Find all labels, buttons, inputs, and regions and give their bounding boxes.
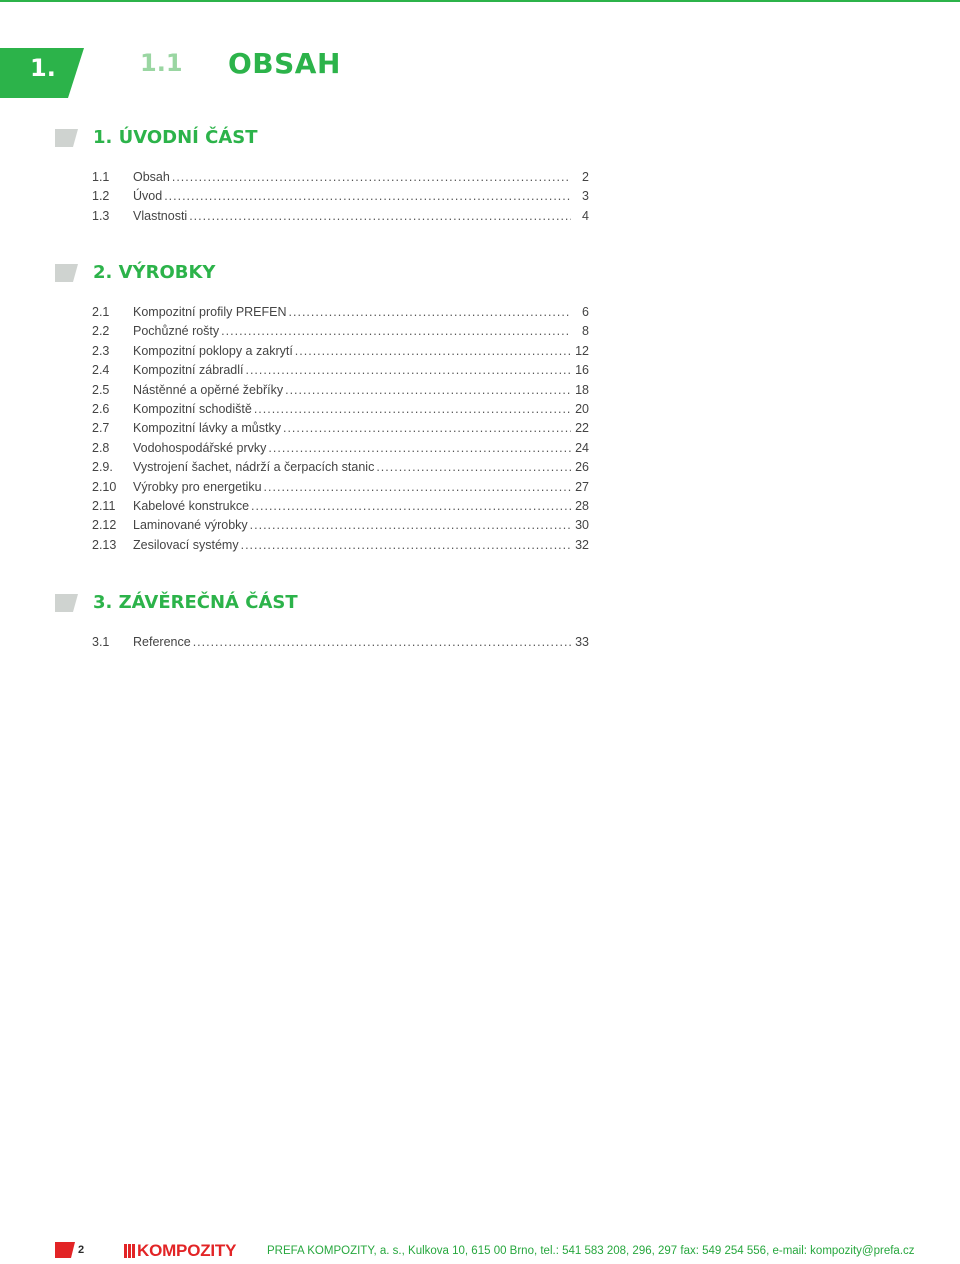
toc-number: 2.4 xyxy=(92,363,110,378)
toc-label: Úvod xyxy=(133,189,163,204)
toc-leader xyxy=(189,209,571,223)
toc-leader xyxy=(164,189,571,203)
toc-label: Zesilovací systémy xyxy=(133,537,239,552)
toc-number: 2.2 xyxy=(92,324,110,339)
toc-leader xyxy=(193,635,571,649)
toc-page: 24 xyxy=(575,440,589,455)
subsection-number: 1.1 xyxy=(140,49,183,77)
toc-page: 3 xyxy=(582,189,589,204)
toc-leader xyxy=(376,460,571,474)
toc-number: 2.6 xyxy=(92,401,110,416)
toc-leader xyxy=(268,441,571,455)
toc-leader xyxy=(241,538,571,552)
toc-number: 2.8 xyxy=(92,440,110,455)
top-rule xyxy=(0,0,960,2)
toc-entry[interactable] xyxy=(92,402,589,421)
toc-leader xyxy=(251,499,571,513)
section-intro xyxy=(55,127,615,223)
toc-entry[interactable] xyxy=(92,209,589,228)
toc-entry[interactable] xyxy=(92,518,589,537)
chapter-number: 1. xyxy=(30,54,56,82)
page-title: OBSAH xyxy=(228,47,341,80)
footer-page-number: 2 xyxy=(78,1244,85,1256)
section-products xyxy=(55,262,615,552)
toc-list xyxy=(92,305,589,557)
toc-entry[interactable] xyxy=(92,421,589,440)
toc-label: Kompozitní zábradlí xyxy=(133,363,244,378)
company-logo xyxy=(124,1241,236,1261)
toc-number: 1.3 xyxy=(92,208,110,223)
section-marker-icon xyxy=(55,594,78,612)
page-footer xyxy=(0,1236,960,1264)
toc-entry[interactable] xyxy=(92,383,589,402)
toc-number: 3.1 xyxy=(92,635,110,649)
toc-number: 2.3 xyxy=(92,343,110,358)
toc-leader xyxy=(245,363,571,377)
toc-label: Obsah xyxy=(133,170,170,184)
section-marker-icon xyxy=(55,129,78,147)
toc-entry[interactable] xyxy=(92,344,589,363)
footer-marker-icon xyxy=(55,1242,75,1258)
toc-entry[interactable] xyxy=(92,363,589,382)
toc-leader xyxy=(289,305,571,319)
section-final xyxy=(55,592,615,649)
toc-label: Vystrojení šachet, nádrží a čerpacích stanic xyxy=(133,460,375,475)
toc-entry[interactable] xyxy=(92,324,589,343)
toc-label: Vodohospodářské prvky xyxy=(133,440,267,455)
section-heading xyxy=(55,262,615,288)
toc-leader xyxy=(221,324,571,338)
toc-number: 2.13 xyxy=(92,537,117,552)
section-title: 1. ÚVODNÍ ČÁST xyxy=(93,127,258,148)
toc-page: 12 xyxy=(575,343,589,358)
toc-entry[interactable] xyxy=(92,460,589,479)
toc-label: Kompozitní poklopy a zakrytí xyxy=(133,343,293,358)
toc-entry[interactable] xyxy=(92,441,589,460)
toc-list xyxy=(92,635,589,654)
toc-leader xyxy=(254,402,571,416)
toc-page: 2 xyxy=(582,170,589,184)
toc-leader xyxy=(295,344,571,358)
toc-label: Kabelové konstrukce xyxy=(133,498,250,513)
toc-number: 2.12 xyxy=(92,518,117,533)
toc-leader xyxy=(285,383,571,397)
toc-page: 22 xyxy=(575,421,589,436)
toc-number: 1.1 xyxy=(92,170,110,184)
section-heading xyxy=(55,127,615,153)
toc-label: Kompozitní profily PREFEN xyxy=(133,305,287,319)
toc-page: 32 xyxy=(575,537,589,552)
section-title: 3. ZÁVĚREČNÁ ČÁST xyxy=(93,592,298,613)
toc-entry[interactable] xyxy=(92,170,589,189)
toc-label: Kompozitní schodiště xyxy=(133,401,252,416)
toc-number: 2.5 xyxy=(92,382,110,397)
toc-label: Vlastnosti xyxy=(133,208,188,223)
toc-page: 26 xyxy=(575,460,589,475)
toc-page: 6 xyxy=(582,305,589,319)
toc-page: 27 xyxy=(575,479,589,494)
toc-entry[interactable] xyxy=(92,189,589,208)
toc-label: Reference xyxy=(133,635,191,649)
toc-label: Laminované výrobky xyxy=(133,518,248,533)
toc-list xyxy=(92,170,589,228)
toc-entry[interactable] xyxy=(92,635,589,654)
section-marker-icon xyxy=(55,264,78,282)
toc-leader xyxy=(250,518,571,532)
toc-leader xyxy=(283,421,571,435)
toc-page: 4 xyxy=(582,208,589,223)
toc-number: 2.9. xyxy=(92,460,113,475)
section-heading xyxy=(55,592,615,618)
toc-page: 28 xyxy=(575,498,589,513)
toc-number: 2.11 xyxy=(92,498,116,513)
footer-contact: PREFA KOMPOZITY, a. s., Kulkova 10, 615 00 Brno, tel.: 541 583 208, 296, 297 fax: 549 254 556, e-mail: kompozity@prefa.cz xyxy=(267,1245,915,1257)
toc-label: Výrobky pro energetiku xyxy=(133,479,262,494)
toc-page: 8 xyxy=(582,324,589,339)
toc-number: 2.1 xyxy=(92,305,110,319)
toc-page: 33 xyxy=(575,635,589,649)
toc-label: Nástěnné a opěrné žebříky xyxy=(133,382,284,397)
toc-entry[interactable] xyxy=(92,538,589,557)
toc-leader xyxy=(172,170,571,184)
section-title: 2. VÝROBKY xyxy=(93,262,216,283)
logo-text: KOMPOZITY xyxy=(137,1241,237,1260)
toc-page: 16 xyxy=(575,363,589,378)
toc-page: 18 xyxy=(575,382,589,397)
toc-entry[interactable] xyxy=(92,499,589,518)
toc-number: 1.2 xyxy=(92,189,110,204)
toc-label: Kompozitní lávky a můstky xyxy=(133,421,281,436)
toc-number: 2.7 xyxy=(92,421,110,436)
toc-entry[interactable] xyxy=(92,480,589,499)
logo-bars-icon xyxy=(124,1244,135,1258)
toc-page: 30 xyxy=(575,518,589,533)
toc-entry[interactable] xyxy=(92,305,589,324)
toc-label: Pochůzné rošty xyxy=(133,324,220,339)
toc-leader xyxy=(264,480,571,494)
toc-number: 2.10 xyxy=(92,479,117,494)
toc-page: 20 xyxy=(575,401,589,416)
